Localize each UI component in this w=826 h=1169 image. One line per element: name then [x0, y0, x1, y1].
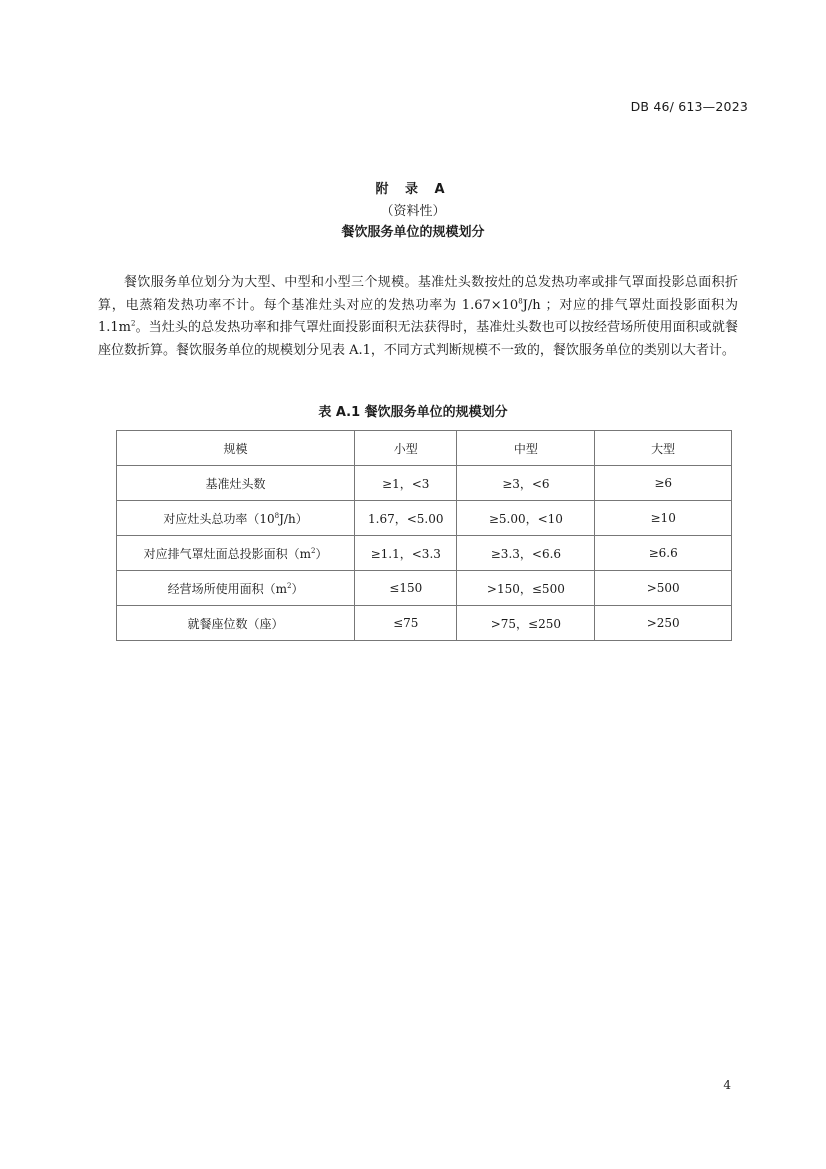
cell-medium: ≥5.00，<10: [457, 501, 595, 536]
row-label-sup: 2: [286, 581, 292, 590]
paragraph-sup-1: 8: [518, 297, 523, 306]
paragraph-sup-2: 2: [131, 319, 136, 328]
cell-large: ≥10: [595, 501, 732, 536]
table-title: 表 A.1 餐饮服务单位的规模划分: [318, 405, 508, 420]
cell-small: ≤75: [355, 606, 457, 641]
table-row: [117, 466, 732, 501]
cell-large: ≥6: [595, 466, 732, 501]
paragraph-text-3: 。当灶头的总发热功率和排气罩灶面投影面积无法获得时，基准灶头数也可以按经营场所使用面积或就餐座位数折算。餐饮服务单位的规模划分见表 A.1，不同方式判断规模不一致的，餐饮服务单位的类别以大者计。: [98, 320, 738, 358]
row-label-sup: 2: [310, 546, 316, 555]
table-row: [117, 536, 732, 571]
appendix-nature: （资料性）: [380, 204, 446, 219]
page-number: 4: [723, 1078, 731, 1092]
scale-table: [116, 430, 732, 641]
body-paragraph: [98, 272, 738, 362]
cell-small: ≤150: [355, 571, 457, 606]
row-label-unit: ）: [315, 546, 328, 561]
row-label-unit: J/h）: [279, 511, 308, 526]
cell-small: ≥1，<3: [355, 466, 457, 501]
header-medium: 中型: [457, 431, 595, 466]
row-label: 就餐座位数（座）: [117, 606, 355, 641]
cell-large: ≥6.6: [595, 536, 732, 571]
cell-medium: ≥3.3，<6.6: [457, 536, 595, 571]
cell-medium: ≥3，<6: [457, 466, 595, 501]
paragraph-text-2: J/h ；对应的排气罩灶面投影面积为 1.1m: [98, 297, 738, 335]
appendix-label: 附 录 A: [375, 182, 451, 197]
row-label-sup: 8: [274, 511, 280, 520]
header-large: 大型: [595, 431, 732, 466]
row-label-unit: ）: [291, 581, 304, 596]
table-row: [117, 501, 732, 536]
row-label: 基准灶头数: [117, 466, 355, 501]
cell-large: >250: [595, 606, 732, 641]
table-row: [117, 571, 732, 606]
cell-small: ≥1.1，<3.3: [355, 536, 457, 571]
cell-small: 1.67，<5.00: [355, 501, 457, 536]
paragraph-text-1: 餐饮服务单位划分为大型、中型和小型三个规模。基准灶头数按灶的总发热功率或排气罩面投影总面积折算，电蒸箱发热功率不计。每个基准灶头对应的发热功率为 1.67×10: [98, 275, 738, 313]
row-label-text: 经营场所使用面积（m: [167, 581, 287, 596]
row-label-text: 对应排气罩灶面总投影面积（m: [143, 546, 311, 561]
row-label: [117, 501, 355, 536]
header-scale: 规模: [117, 431, 355, 466]
table-header-row: [117, 431, 732, 466]
appendix-title: 餐饮服务单位的规模划分: [341, 225, 485, 240]
row-label: [117, 571, 355, 606]
document-number: DB 46/ 613—2023: [630, 99, 748, 114]
row-label: [117, 536, 355, 571]
row-label-text: 对应灶头总功率（10: [163, 511, 275, 526]
cell-large: >500: [595, 571, 732, 606]
cell-medium: >150，≤500: [457, 571, 595, 606]
cell-medium: >75，≤250: [457, 606, 595, 641]
table-row: [117, 606, 732, 641]
header-small: 小型: [355, 431, 457, 466]
